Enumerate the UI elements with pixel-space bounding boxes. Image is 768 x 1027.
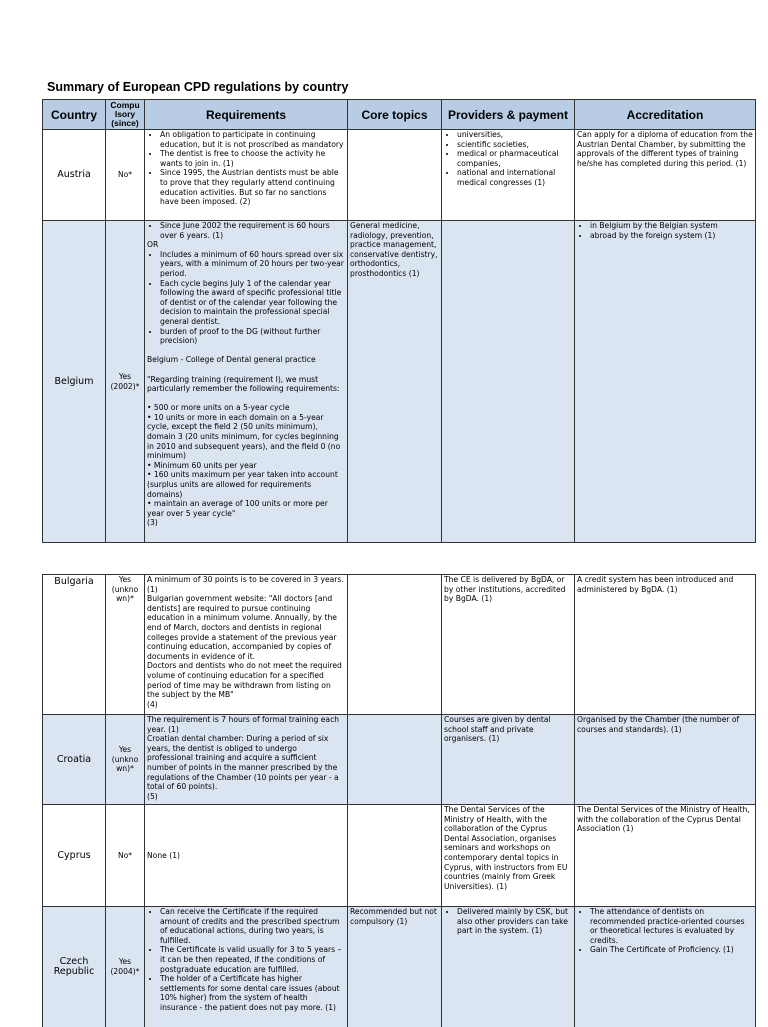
quote-text: "Regarding training (requirement I), we must particularly remember the following requirements: [147, 374, 340, 394]
list-item: • The dentist is free to choose the activity he wants to join in. (1) [160, 149, 345, 168]
list-item: • The attendance of dentists on recommended practice-oriented courses or theoretical lectures is evaluated by credits. [590, 907, 753, 945]
page-title: Summary of European CPD regulations by country [47, 80, 349, 94]
list-item: • Minimum 60 units per year [147, 460, 257, 470]
header-country: Country [43, 100, 106, 130]
accreditation-cell [575, 221, 756, 543]
list-item: • Since June 2002 the requirement is 60 hours over 6 years. (1) [160, 221, 345, 240]
country-cell: Bulgaria [43, 575, 106, 715]
providers-cell: The CE is delivered by BgDA, or by other institutions, accredited by BgDA. (1) [442, 575, 575, 715]
requirements-cell: The requirement is 7 hours of formal training each year. (1) Croatian dental chamber: During a period of six years, the dentist is obliged to undergo professional training and acquire a sufficient number of points in the manner prescribed by the regulations of the Chamber (10 points per year - a total of 60 points). (5) [145, 715, 348, 805]
core-topics-cell [348, 130, 442, 221]
college-text: Belgium - College of Dental general practice [147, 355, 316, 365]
requirements-cell [145, 907, 348, 1027]
list-item: • Can receive the Certificate if the required amount of credits and the prescribed spectrum of educational actions, during two years, is fulfilled. [160, 907, 345, 945]
country-cell: Croatia [43, 715, 106, 805]
core-topics-cell [348, 715, 442, 805]
list-item: • 160 units maximum per year taken into account (surplus units are allowed for requirements domains) [147, 470, 338, 499]
providers-cell [442, 907, 575, 1027]
country-cell: Cyprus [43, 805, 106, 907]
table-row-cyprus [43, 805, 756, 907]
cpd-table-top [42, 99, 756, 543]
list-item: • An obligation to participate in continuing education, but it is not proscribed as mandatory [160, 130, 345, 149]
requirements-cell: None (1) [145, 805, 348, 907]
table-row-belgium [43, 221, 756, 543]
list-item: • maintain an average of 100 units or more per year over 5 year cycle" [147, 499, 328, 518]
country-cell: Austria [43, 130, 106, 221]
list-item: • The Certificate is valid usually for 3 to 5 years – it can be then repeated, if the conditions of postgraduate education are fulfilled. [160, 945, 345, 974]
compulsory-cell: Yes (unkno wn)* [106, 575, 145, 715]
providers-cell [442, 221, 575, 543]
core-topics-cell [348, 805, 442, 907]
providers-cell: The Dental Services of the Ministry of Health, with the collaboration of the Cyprus Dental Association, organises seminars and workshops on contemporary dental topics in Cyprus, with instructors from EU countries (mainly from Greek Universities). (1) [442, 805, 575, 907]
list-item: • Includes a minimum of 60 hours spread over six years, with a minimum of 20 hours per two-year period. [160, 250, 345, 279]
or-text: OR [147, 240, 159, 250]
list-item: • scientific societies, [457, 140, 572, 150]
compulsory-cell: No* [106, 130, 145, 221]
table-row-czech-republic [43, 907, 756, 1027]
table-row-croatia [43, 715, 756, 805]
requirements-cell [145, 130, 348, 221]
providers-cell [442, 130, 575, 221]
list-item: • Each cycle begins July 1 of the calendar year following the award of specific professional title of dentist or of the calendar year following the decision to maintain the professional special general dentist. [160, 279, 345, 327]
list-item: (3) [147, 518, 158, 528]
compulsory-cell: Yes (unkno wn)* [106, 715, 145, 805]
accreditation-cell: Organised by the Chamber (the number of courses and standards). (1) [575, 715, 756, 805]
header-compulsory: Compu lsory (since) [106, 100, 145, 130]
list-item: • Gain The Certificate of Proficiency. (1) [590, 945, 753, 955]
accreditation-cell: The Dental Services of the Ministry of Health, with the collaboration of the Cyprus Dental Association (1) [575, 805, 756, 907]
list-item: • national and international medical congresses (1) [457, 168, 572, 187]
requirements-cell [145, 221, 348, 543]
providers-cell: Courses are given by dental school staff and private organisers. (1) [442, 715, 575, 805]
list-item: • medical or pharmaceutical companies, [457, 149, 572, 168]
accreditation-cell: Can apply for a diploma of education from the Austrian Dental Chamber, by submitting the approvals of the different types of training he/she has completed during this period. (1) [575, 130, 756, 221]
compulsory-cell: No* [106, 805, 145, 907]
compulsory-cell: Yes (2004)* [106, 907, 145, 1027]
country-cell: Czech Republic [43, 907, 106, 1027]
table-row-bulgaria [43, 575, 756, 715]
accreditation-cell: A credit system has been introduced and administered by BgDA. (1) [575, 575, 756, 715]
accreditation-cell [575, 907, 756, 1027]
requirements-cell: A minimum of 30 points is to be covered in 3 years. (1) Bulgarian government website: "All doctors [and dentists] are required to pursue continuing education in a minimum volume. Annually, by the end of March, doctors and dentists in regional colleges provide a statement of the previous year continuing education, accompanied by copies of documents in evidence of it. Doctors and dentists who do not meet the required volume of continuing education for a specified period of time may be withdrawn from listing on the subject by the MB" (4) [145, 575, 348, 715]
core-topics-cell [348, 575, 442, 715]
list-item: • universities, [457, 130, 572, 140]
list-item: • burden of proof to the DG (without further precision) [160, 327, 345, 346]
cpd-table-bottom [42, 574, 756, 1027]
header-providers: Providers & payment [442, 100, 575, 130]
compulsory-cell: Yes (2002)* [106, 221, 145, 543]
list-item: • abroad by the foreign system (1) [590, 231, 753, 241]
list-item: • 10 units or more in each domain on a 5-year cycle, except the field 2 (50 units minimum), domain 3 (20 units minimum, for cycles beginning in 2010 and subsequent years), and the field 0 (no minimum) [147, 412, 341, 461]
list-item: • The holder of a Certificate has higher settlements for some dental care issues (about 10% higher) from the system of health insurance - the patient does not pay more. (1) [160, 974, 345, 1012]
header-core-topics: Core topics [348, 100, 442, 130]
core-topics-cell: Recommended but not compulsory (1) [348, 907, 442, 1027]
table-row-austria [43, 130, 756, 221]
header-accreditation: Accreditation [575, 100, 756, 130]
list-item: • 500 or more units on a 5-year cycle [147, 403, 290, 413]
list-item: • Delivered mainly by CSK, but also other providers can take part in the system. (1) [457, 907, 572, 936]
country-cell: Belgium [43, 221, 106, 543]
header-requirements: Requirements [145, 100, 348, 130]
list-item: • in Belgium by the Belgian system [590, 221, 753, 231]
core-topics-cell: General medicine, radiology, prevention, practice management, conservative dentistry, orthodontics, prosthodontics (1) [348, 221, 442, 543]
table-header-row [43, 100, 756, 130]
list-item: • Since 1995, the Austrian dentists must be able to prove that they regularly attend continuing education activities. But so far no sanctions have been imposed. (2) [160, 168, 345, 206]
